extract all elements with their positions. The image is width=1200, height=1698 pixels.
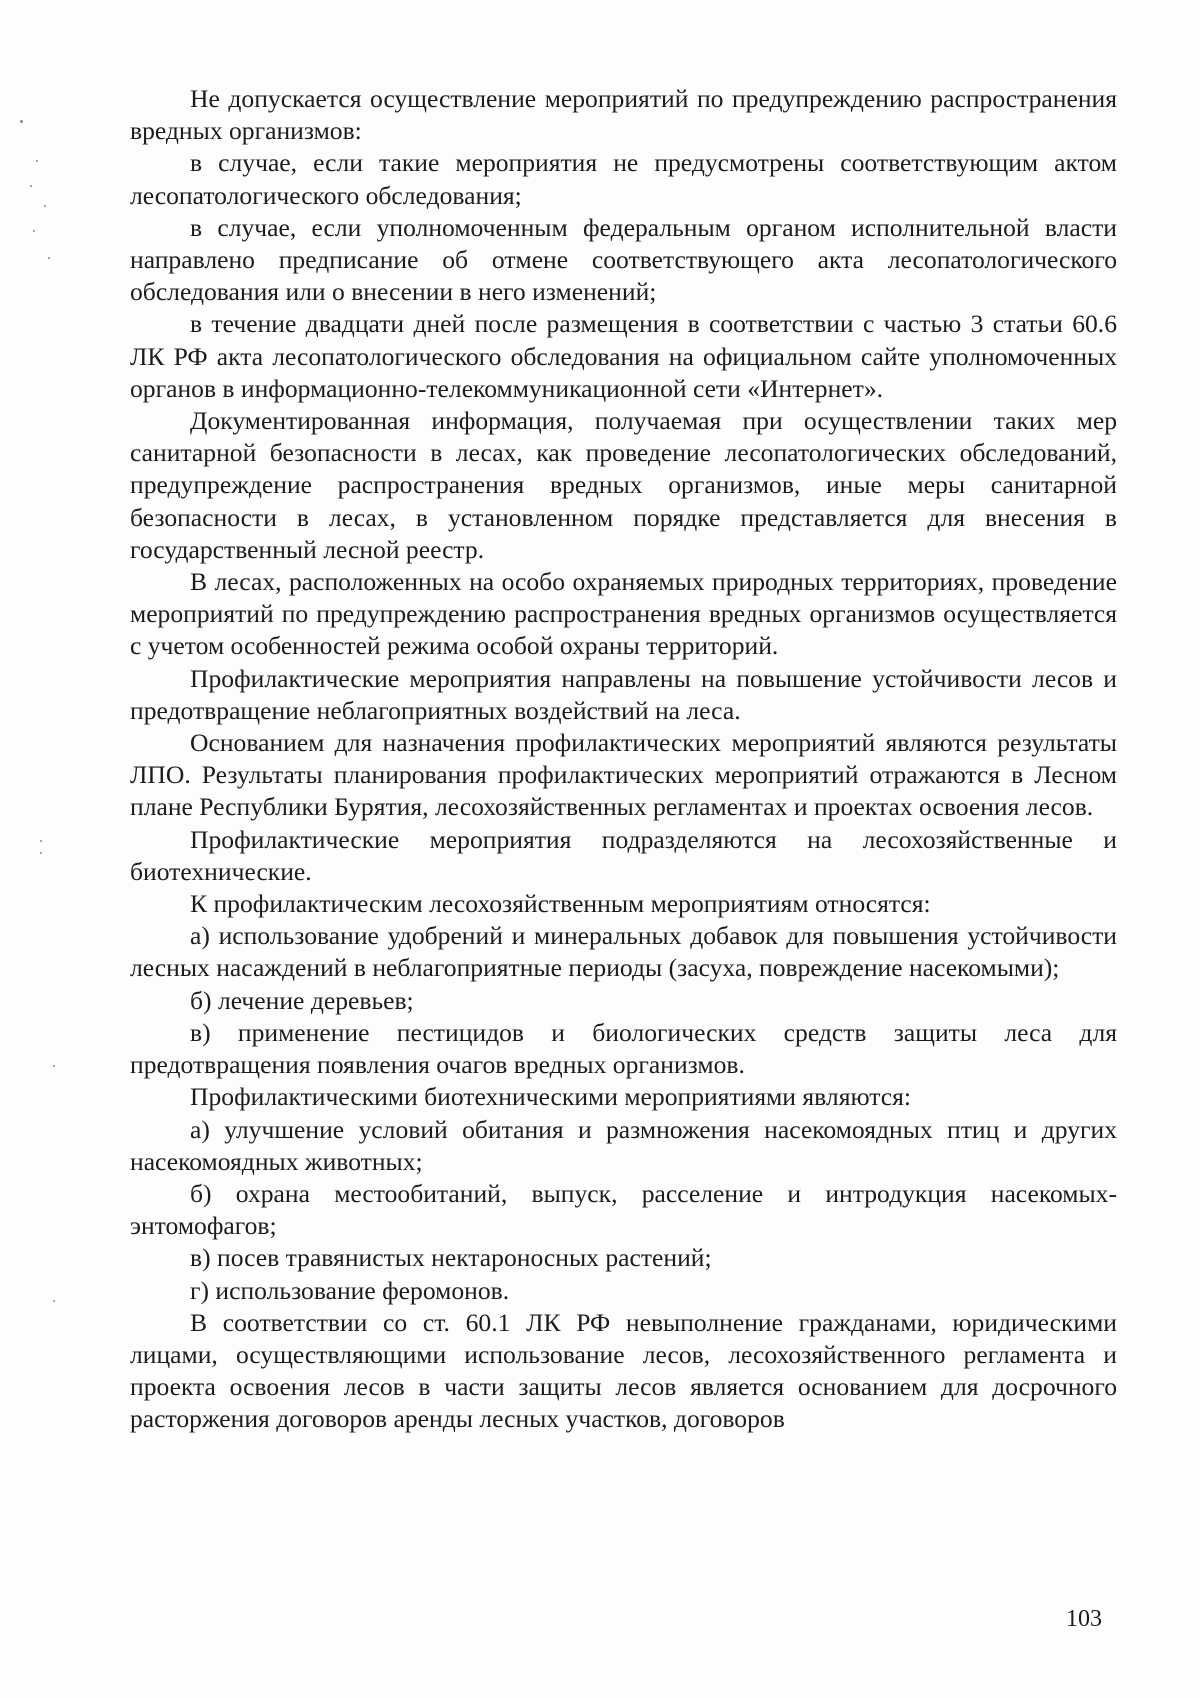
list-item: а) улучшение условий обитания и размножения насекомоядных птиц и других насекомоядных животных; bbox=[130, 1114, 1117, 1176]
paragraph: в течение двадцати дней после размещения в соответствии с частью 3 статьи 60.6 ЛК РФ акта лесопатологического обследования на официальном сайте уполномоченных органов в информационно-телекоммуникационной сети «Интернет». bbox=[130, 309, 1117, 403]
paragraph: Профилактические мероприятия подразделяются на лесохозяйственные и биотехнические. bbox=[130, 824, 1117, 886]
scan-speck bbox=[53, 1065, 55, 1067]
scan-speck bbox=[30, 185, 32, 187]
list-item: б) лечение деревьев; bbox=[190, 985, 414, 1015]
scan-speck bbox=[53, 1300, 55, 1302]
scan-speck bbox=[33, 230, 35, 232]
paragraph: Основанием для назначения профилактических мероприятий являются результаты ЛПО. Результаты планирования профилактических мероприятий отражаются в Лесном плане Республики Бурятия, лесохозяйственных регламентах и проектах освоения лесов. bbox=[130, 728, 1117, 822]
scan-speck bbox=[36, 160, 38, 162]
paragraph: Профилактическими биотехническими мероприятиями являются: bbox=[190, 1082, 911, 1112]
paragraph: К профилактическим лесохозяйственным мероприятиям относятся: bbox=[190, 889, 931, 919]
paragraph: Профилактические мероприятия направлены на повышение устойчивости лесов и предотвращение неблагоприятных воздействий на леса. bbox=[130, 663, 1117, 725]
scan-speck bbox=[20, 120, 23, 123]
list-item: в) посев травянистых нектароносных растений; bbox=[190, 1243, 712, 1273]
scan-speck bbox=[40, 840, 42, 842]
list-item: б) охрана местообитаний, выпуск, расселение и интродукция насекомых-энтомофагов; bbox=[130, 1178, 1117, 1241]
page-number: 103 bbox=[1066, 1606, 1102, 1632]
paragraph: Не допускается осуществление мероприятий по предупреждению распространения вредных организмов: bbox=[130, 84, 1117, 146]
paragraph: в случае, если такие мероприятия не предусмотрены соответствующим актом лесопатологического обследования; bbox=[130, 148, 1117, 210]
list-item: г) использование феромонов. bbox=[190, 1275, 510, 1305]
list-item: а) использование удобрений и минеральных добавок для повышения устойчивости лесных насаждений в неблагоприятные периоды (засуха, повреждение насекомыми); bbox=[130, 921, 1117, 983]
paragraph: в случае, если уполномоченным федеральным органом исполнительной власти направлено предписание об отмене соответствующего акта лесопатологического обследования или о внесении в него изменений; bbox=[130, 212, 1117, 307]
scan-speck bbox=[48, 257, 50, 259]
body-text bbox=[130, 83, 1117, 1436]
scan-speck bbox=[44, 205, 46, 207]
paragraph: В соответствии со ст. 60.1 ЛК РФ невыполнение гражданами, юридическими лицами, осуществляющими использование лесов, лесохозяйственного регламента и проекта освоения лесов в части защиты лесов является основанием для досрочного расторжения договоров аренды лесных участков, договоров bbox=[130, 1307, 1117, 1434]
paragraph: Документированная информация, получаемая при осуществлении таких мер санитарной безопасности в лесах, как проведение лесопатологических обследований, предупреждение распространения вредных организмов, иные меры санитарной безопасности в лесах, в установленном порядке представляется для внесения в государственный лесной реестр. bbox=[130, 406, 1117, 564]
paragraph: В лесах, расположенных на особо охраняемых природных территориях, проведение мероприятий по предупреждению распространения вредных организмов осуществляется с учетом особенностей режима особой охраны территорий. bbox=[130, 567, 1117, 661]
scan-speck bbox=[40, 852, 42, 854]
list-item: в) применение пестицидов и биологических средств защиты леса для предотвращения появления очагов вредных организмов. bbox=[130, 1017, 1117, 1080]
